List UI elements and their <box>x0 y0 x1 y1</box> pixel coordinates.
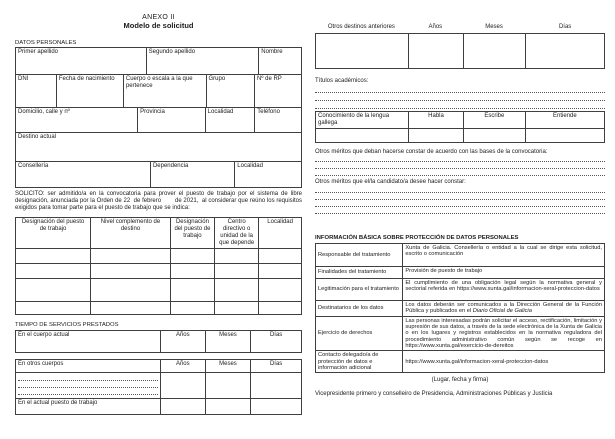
empty-cell <box>250 373 301 398</box>
col-header-dias: Días <box>250 331 301 352</box>
field-n-rp: Nº de RP <box>254 75 301 107</box>
field-telefono: Teléfono <box>254 108 301 132</box>
table-row <box>16 48 301 74</box>
empty-cell <box>214 249 258 263</box>
empty-cell <box>90 302 170 314</box>
empty-cell <box>316 129 408 142</box>
col-header-anos: Años <box>160 360 205 372</box>
col-header-escribe: Escribe <box>463 112 525 128</box>
table-row-empty <box>16 248 301 263</box>
col-header-nivel-complemento: Nivel complemento de destino <box>90 218 170 248</box>
col-header-anos: Años <box>428 24 443 30</box>
col-header-dias: Días <box>250 360 301 372</box>
section-label-datos-personales: DATOS PERSONALES <box>15 39 77 46</box>
field-grupo: Grupo <box>206 75 254 107</box>
dotted-writing-line <box>315 162 605 169</box>
table-header-row <box>16 218 301 248</box>
dotted-writing-line <box>315 155 605 162</box>
empty-cell <box>408 129 463 142</box>
right-column <box>315 24 605 384</box>
dotted-writing-line <box>315 207 605 214</box>
empty-cell <box>258 302 301 314</box>
empty-cell <box>463 129 525 142</box>
table-row <box>316 244 604 266</box>
info-row-value: Xunta de Galicia. Consellería o entidad a la cual se dirige esta solicitud, escrito o comunicación <box>402 244 604 266</box>
field-nombre: Nombre <box>258 48 301 74</box>
empty-cell <box>250 399 301 414</box>
col-header-habla: Habla <box>408 112 463 128</box>
empty-cell <box>525 129 604 142</box>
otros-destinos-labels-row <box>315 24 605 31</box>
table-row <box>16 161 301 187</box>
table-row <box>16 74 301 107</box>
col-header-entiende: Entiende <box>525 112 604 128</box>
field-cuerpo-escala: Cuerpo o escala a la que pertenece <box>123 75 206 107</box>
table-row <box>16 132 301 161</box>
col-header-dias: Días <box>558 24 572 30</box>
dotted-writing-line <box>18 388 158 395</box>
dotted-writing-line <box>315 169 605 176</box>
info-row-label: Responsable del tratamiento <box>318 251 391 258</box>
dotted-writing-line <box>18 374 158 381</box>
table-row <box>316 278 604 300</box>
dotted-writing-line <box>315 186 605 193</box>
empty-cell <box>16 264 90 278</box>
empty-cell <box>214 264 258 278</box>
empty-cell <box>170 302 214 314</box>
empty-cell <box>160 399 205 414</box>
puestos-solicitados-table <box>15 217 302 315</box>
otros-destinos-table <box>315 33 605 69</box>
table-row-empty <box>16 301 301 314</box>
table-row <box>16 372 301 398</box>
table-row <box>16 398 301 414</box>
meritos-candidato-write-in-area <box>315 186 605 214</box>
col-header-centro-directivo: Centro directivo o unidad de la que depende <box>214 218 258 248</box>
info-row-value: El cumplimiento de una obligación legal según la normativa general y sectorial referida en https://www.xunta.gal/informacion-xeral-proteccion-datos <box>402 279 604 300</box>
label-titulos-academicos: Títulos académicos: <box>315 77 369 84</box>
dotted-writing-line <box>315 193 605 200</box>
dotted-writing-line <box>315 200 605 207</box>
table-row-empty <box>16 278 301 301</box>
lengua-gallega-table <box>315 111 605 143</box>
field-localidad-conselleria: Localidad <box>234 162 301 187</box>
col-header-designacion-puesto: Designación del puesto de trabajo <box>21 219 85 233</box>
meritos-bases-write-in-area <box>315 155 605 176</box>
empty-cell <box>170 279 214 301</box>
empty-cell <box>90 279 170 301</box>
info-row-value: Provisión de puesto de trabajo <box>402 267 604 278</box>
label-otros-meritos-candidato: Otros méritos que el/la candidato/a desee hacer constar: <box>315 179 466 186</box>
titulos-write-in-area <box>315 85 605 109</box>
col-header-localidad: Localidad <box>258 218 301 248</box>
empty-cell <box>90 264 170 278</box>
table-header-row <box>16 360 301 372</box>
tiempo-cuerpo-actual-table <box>15 330 302 353</box>
info-row-value <box>402 301 604 316</box>
empty-cell <box>316 34 408 68</box>
empty-cell <box>463 34 525 68</box>
col-header-meses: Meses <box>485 24 503 30</box>
table-row <box>16 331 301 352</box>
dotted-writing-line <box>315 93 605 101</box>
otros-cuerpos-write-in-cell <box>16 373 160 398</box>
info-row-label: Contacto delegado/a de protección de datos e información adicional <box>318 352 379 371</box>
empty-cell <box>16 279 90 301</box>
info-row-value-text: Los datos deberán ser comunicados a la Dirección General de la Función Pública y publicados en el <box>405 302 602 315</box>
lugar-fecha-firma-label: (Lugar, fecha y firma) <box>431 377 489 384</box>
empty-cell <box>258 249 301 263</box>
empty-cell <box>258 279 301 301</box>
empty-cell <box>90 249 170 263</box>
empty-cell <box>525 34 604 68</box>
field-domicilio: Domicilio, calle y nº <box>18 109 70 116</box>
empty-cell <box>205 399 251 414</box>
field-conocimiento-lengua: Conocimiento de la lengua gallega <box>318 112 390 126</box>
empty-cell <box>214 302 258 314</box>
empty-cell <box>408 34 463 68</box>
field-en-otros-cuerpos: En otros cuerpos <box>18 360 64 367</box>
field-segundo-apellido: Segundo apellido <box>146 48 259 74</box>
info-row-label: Finalidades del tratamiento <box>318 269 387 276</box>
empty-cell <box>16 302 90 314</box>
table-row <box>316 300 604 316</box>
empty-cell <box>205 373 251 398</box>
table-row <box>16 107 301 132</box>
empty-cell <box>170 249 214 263</box>
table-header-row <box>316 112 604 128</box>
field-localidad: Localidad <box>205 108 255 132</box>
field-dni: DNI <box>18 76 29 83</box>
solicito-paragraph: SOLICITO: ser admitido/a en la convocatoria para prover el puesto de trabajo por el sistema de libre designación, anunciada por la Orden de 22 de febrero de 2021, al considerar que reúno los requisitos exigidos para tomar parte para el puesto de trabajo que se indica: <box>15 191 304 212</box>
dotted-writing-line <box>315 85 605 93</box>
label-otros-meritos-bases: Otros méritos que deban hacerse constar de acuerdo con las bases de la convocatoria: <box>315 148 548 155</box>
form-header <box>15 14 302 31</box>
left-column <box>15 14 302 415</box>
info-row-label: Destinatarios de los datos <box>318 305 384 312</box>
section-label-tiempo-servicios: TIEMPO DE SERVICIOS PRESTADOS <box>15 322 119 329</box>
datos-personales-table <box>15 47 302 188</box>
table-row-empty <box>16 263 301 278</box>
info-row-label: Legitimación para el tratamiento <box>318 286 399 293</box>
field-en-actual-puesto: En el actual puesto de trabajo <box>18 399 98 406</box>
proteccion-datos-table <box>315 243 605 373</box>
col-header-anos: Años <box>160 331 205 352</box>
col-header-designacion-puesto-2: Designación del puesto de trabajo <box>170 218 214 248</box>
empty-cell <box>160 373 205 398</box>
table-row-empty <box>316 128 604 142</box>
section-label-proteccion-datos: INFORMACIÓN BÁSICA SOBRE PROTECCIÓN DE DATOS PERSONALES <box>315 235 519 242</box>
col-header-meses: Meses <box>205 360 251 372</box>
table-row <box>316 316 604 350</box>
tiempo-otros-cuerpos-table <box>15 359 302 415</box>
field-dependencia: Dependencia <box>150 162 234 187</box>
footer-signatory: Vicepresidente primero y conselleiro de Presidencia, Administraciones Públicas y Justicia <box>315 391 553 397</box>
form-subtitle: Modelo de solicitud <box>123 21 194 31</box>
empty-cell <box>258 264 301 278</box>
table-row <box>316 350 604 372</box>
diario-oficial-italic-text: Diario Oficial de Galicia <box>472 308 532 315</box>
col-header-meses: Meses <box>205 331 251 352</box>
table-row <box>316 266 604 278</box>
empty-cell <box>16 249 90 263</box>
table-row-empty <box>316 34 604 68</box>
field-primer-apellido: Primer apellido <box>18 49 59 56</box>
info-row-value: https://www.xunta.gal/informacion-xeral-proteccion-datos <box>402 351 604 372</box>
info-row-value: Las personas interesadas podrán solicitar el acceso, rectificación, limitación y supresión de sus datos, a través de la sede electrónica de la Xunta de Galicia o en los lugares y registros establecidos en la normativa reguladora del procedimiento administrativo común según se recoge en https://www.xunta.gal/exercicio-de-dereitos <box>402 317 604 350</box>
field-conselleria: Consellería <box>18 163 49 170</box>
label-otros-destinos: Otros destinos anteriores <box>327 24 395 30</box>
dotted-writing-line <box>315 101 605 109</box>
field-destino-actual: Destino actual <box>18 134 57 141</box>
form-title: ANEXO II <box>142 14 175 21</box>
empty-cell <box>170 264 214 278</box>
field-en-cuerpo-actual: En el cuerpo actual <box>18 331 70 338</box>
dotted-writing-line <box>18 381 158 388</box>
field-fecha-nacimiento: Fecha de nacimiento <box>56 75 123 107</box>
empty-cell <box>214 279 258 301</box>
info-row-label: Ejercicio de derechos <box>318 330 373 337</box>
field-provincia: Provincia <box>137 108 205 132</box>
